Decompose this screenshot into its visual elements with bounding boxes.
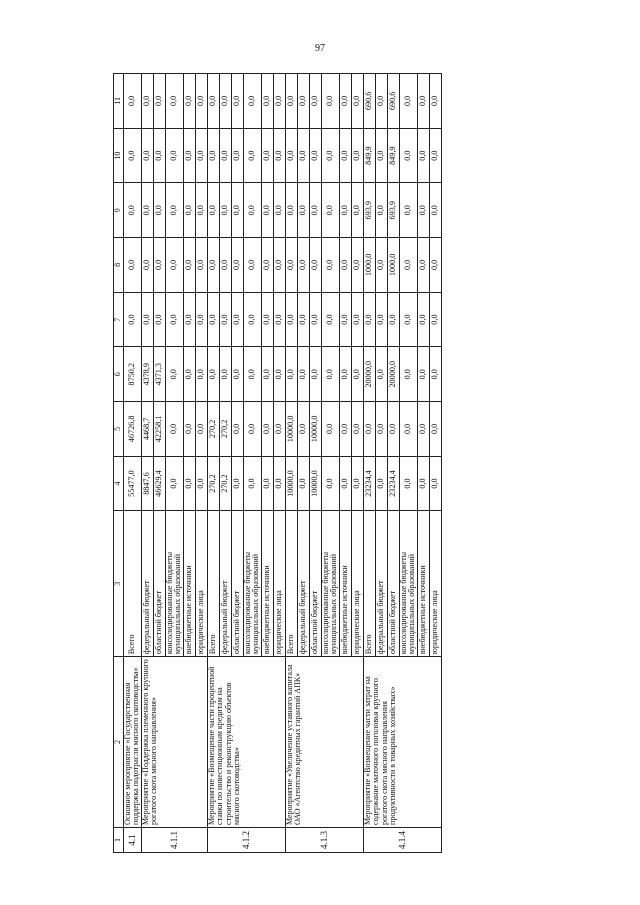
value-cell: 0,0 <box>429 74 441 129</box>
column-header: 2 <box>114 657 124 828</box>
column-header: 11 <box>114 74 124 129</box>
value-cell: 0,0 <box>417 347 429 402</box>
item-name: Мероприятие «Возмещение части затрат на содержание маточного поголовья крупного рогатого скота мясного направления продуктивности в товарных хозяйствах» <box>363 657 441 828</box>
funding-source: внебюджетные источники <box>417 511 429 657</box>
value-cell: 0,0 <box>339 456 351 511</box>
value-cell: 0,0 <box>261 456 273 511</box>
item-name: Основное мероприятие «Государственная поддержка подотрасли мясного скотоводства» <box>124 657 142 828</box>
value-cell: 0,0 <box>351 183 363 238</box>
funding-source: консолидированные бюджеты муниципальных образований <box>321 511 339 657</box>
value-cell: 690,6 <box>363 74 375 129</box>
value-cell: 0,0 <box>207 128 219 183</box>
item-code: 4.1.4 <box>363 827 441 852</box>
value-cell: 0,0 <box>417 292 429 347</box>
value-cell: 0,0 <box>417 456 429 511</box>
table-container <box>113 73 603 853</box>
value-cell: 0,0 <box>231 402 243 457</box>
funding-source: юридические лица <box>351 511 363 657</box>
item-code: 4.1.1 <box>141 827 207 852</box>
value-cell: 0,0 <box>399 456 417 511</box>
value-cell: 8750,2 <box>124 347 142 402</box>
value-cell: 0,0 <box>351 456 363 511</box>
value-cell: 0,0 <box>243 292 261 347</box>
value-cell: 0,0 <box>195 402 207 457</box>
value-cell: 0,0 <box>375 183 387 238</box>
value-cell: 0,0 <box>399 183 417 238</box>
column-header: 1 <box>114 827 124 852</box>
value-cell: 20000,0 <box>363 347 375 402</box>
value-cell: 0,0 <box>165 456 183 511</box>
value-cell: 0,0 <box>429 292 441 347</box>
value-cell: 0,0 <box>429 456 441 511</box>
budget-table <box>113 73 442 853</box>
value-cell: 0,0 <box>183 74 195 129</box>
value-cell: 0,0 <box>429 347 441 402</box>
value-cell: 0,0 <box>285 238 297 293</box>
value-cell: 0,0 <box>309 183 321 238</box>
value-cell: 0,0 <box>243 402 261 457</box>
value-cell: 270,2 <box>207 402 219 457</box>
value-cell: 0,0 <box>339 238 351 293</box>
value-cell: 0,0 <box>124 183 142 238</box>
value-cell: 0,0 <box>141 183 153 238</box>
value-cell: 0,0 <box>339 347 351 402</box>
value-cell: 0,0 <box>417 183 429 238</box>
value-cell: 0,0 <box>285 183 297 238</box>
value-cell: 0,0 <box>231 183 243 238</box>
value-cell: 0,0 <box>309 347 321 402</box>
value-cell: 0,0 <box>351 238 363 293</box>
value-cell: 0,0 <box>183 456 195 511</box>
column-header: 8 <box>114 238 124 293</box>
funding-source: областной бюджет <box>231 511 243 657</box>
value-cell: 10000,0 <box>285 456 297 511</box>
value-cell: 0,0 <box>399 402 417 457</box>
value-cell: 0,0 <box>153 128 165 183</box>
value-cell: 0,0 <box>165 183 183 238</box>
value-cell: 46629,4 <box>153 456 165 511</box>
funding-source: консолидированные бюджеты муниципальных образований <box>165 511 183 657</box>
value-cell: 0,0 <box>243 347 261 402</box>
value-cell: 8847,6 <box>141 456 153 511</box>
value-cell: 0,0 <box>309 238 321 293</box>
value-cell: 10000,0 <box>285 402 297 457</box>
column-header: 5 <box>114 402 124 457</box>
value-cell: 0,0 <box>399 292 417 347</box>
value-cell: 4378,9 <box>141 347 153 402</box>
value-cell: 0,0 <box>195 74 207 129</box>
value-cell: 0,0 <box>219 183 231 238</box>
value-cell: 0,0 <box>273 347 285 402</box>
value-cell: 20000,0 <box>387 347 399 402</box>
value-cell: 0,0 <box>243 74 261 129</box>
item-code: 4.1.2 <box>207 827 285 852</box>
value-cell: 0,0 <box>261 238 273 293</box>
value-cell: 0,0 <box>429 183 441 238</box>
value-cell: 0,0 <box>124 128 142 183</box>
value-cell: 0,0 <box>321 74 339 129</box>
value-cell: 0,0 <box>351 402 363 457</box>
value-cell: 0,0 <box>399 74 417 129</box>
value-cell: 0,0 <box>321 347 339 402</box>
value-cell: 0,0 <box>297 128 309 183</box>
value-cell: 0,0 <box>297 238 309 293</box>
value-cell: 0,0 <box>285 74 297 129</box>
value-cell: 0,0 <box>339 292 351 347</box>
column-header: 9 <box>114 183 124 238</box>
value-cell: 0,0 <box>273 238 285 293</box>
value-cell: 0,0 <box>417 402 429 457</box>
funding-source: Всего <box>363 511 375 657</box>
value-cell: 0,0 <box>243 456 261 511</box>
funding-source: юридические лица <box>273 511 285 657</box>
value-cell: 0,0 <box>153 238 165 293</box>
value-cell: 0,0 <box>231 238 243 293</box>
value-cell: 0,0 <box>363 292 375 347</box>
funding-source: Всего <box>124 511 142 657</box>
value-cell: 0,0 <box>124 74 142 129</box>
value-cell: 0,0 <box>183 238 195 293</box>
value-cell: 1000,0 <box>363 238 375 293</box>
value-cell: 0,0 <box>399 128 417 183</box>
value-cell: 0,0 <box>273 128 285 183</box>
value-cell: 0,0 <box>339 74 351 129</box>
value-cell: 0,0 <box>165 74 183 129</box>
value-cell: 0,0 <box>321 183 339 238</box>
value-cell: 0,0 <box>321 128 339 183</box>
value-cell: 0,0 <box>351 347 363 402</box>
value-cell: 0,0 <box>207 292 219 347</box>
value-cell: 0,0 <box>183 128 195 183</box>
value-cell: 0,0 <box>297 347 309 402</box>
value-cell: 23234,4 <box>387 456 399 511</box>
value-cell: 270,2 <box>207 456 219 511</box>
value-cell: 0,0 <box>153 74 165 129</box>
value-cell: 0,0 <box>261 128 273 183</box>
value-cell: 0,0 <box>261 347 273 402</box>
value-cell: 0,0 <box>375 238 387 293</box>
value-cell: 23234,4 <box>363 456 375 511</box>
value-cell: 0,0 <box>195 183 207 238</box>
funding-source: консолидированные бюджеты муниципальных образований <box>243 511 261 657</box>
value-cell: 690,6 <box>387 74 399 129</box>
value-cell: 0,0 <box>375 456 387 511</box>
column-header: 6 <box>114 347 124 402</box>
funding-source: федеральный бюджет <box>297 511 309 657</box>
value-cell: 10000,0 <box>309 402 321 457</box>
column-header: 7 <box>114 292 124 347</box>
value-cell: 0,0 <box>165 128 183 183</box>
value-cell: 0,0 <box>297 292 309 347</box>
value-cell: 0,0 <box>261 292 273 347</box>
value-cell: 0,0 <box>195 456 207 511</box>
funding-source: юридические лица <box>195 511 207 657</box>
value-cell: 0,0 <box>351 128 363 183</box>
value-cell: 42258,1 <box>153 402 165 457</box>
funding-source: внебюджетные источники <box>339 511 351 657</box>
value-cell: 0,0 <box>195 292 207 347</box>
funding-source: внебюджетные источники <box>261 511 273 657</box>
value-cell: 0,0 <box>219 292 231 347</box>
value-cell: 0,0 <box>124 292 142 347</box>
value-cell: 0,0 <box>429 402 441 457</box>
column-header: 4 <box>114 456 124 511</box>
value-cell: 0,0 <box>207 238 219 293</box>
funding-source: Всего <box>285 511 297 657</box>
value-cell: 0,0 <box>429 238 441 293</box>
funding-source: областной бюджет <box>309 511 321 657</box>
value-cell: 0,0 <box>429 128 441 183</box>
value-cell: 0,0 <box>297 402 309 457</box>
value-cell: 1000,0 <box>387 238 399 293</box>
value-cell: 0,0 <box>183 402 195 457</box>
value-cell: 0,0 <box>375 74 387 129</box>
table-row <box>207 74 219 853</box>
value-cell: 0,0 <box>124 238 142 293</box>
table-row <box>141 74 153 853</box>
funding-source: областной бюджет <box>153 511 165 657</box>
value-cell: 0,0 <box>261 74 273 129</box>
value-cell: 0,0 <box>297 456 309 511</box>
value-cell: 0,0 <box>309 74 321 129</box>
value-cell: 0,0 <box>339 402 351 457</box>
value-cell: 693,9 <box>363 183 375 238</box>
table-row <box>285 74 297 853</box>
value-cell: 10000,0 <box>309 456 321 511</box>
value-cell: 0,0 <box>207 183 219 238</box>
table-row <box>124 74 142 853</box>
table-row <box>363 74 375 853</box>
funding-source: Всего <box>207 511 219 657</box>
value-cell: 0,0 <box>219 128 231 183</box>
funding-source: юридические лица <box>429 511 441 657</box>
value-cell: 0,0 <box>297 74 309 129</box>
funding-source: федеральный бюджет <box>141 511 153 657</box>
funding-source: областной бюджет <box>387 511 399 657</box>
value-cell: 0,0 <box>243 183 261 238</box>
item-code: 4.1.3 <box>285 827 363 852</box>
value-cell: 270,2 <box>219 402 231 457</box>
value-cell: 0,0 <box>351 74 363 129</box>
value-cell: 0,0 <box>321 292 339 347</box>
value-cell: 0,0 <box>141 128 153 183</box>
value-cell: 46726,8 <box>124 402 142 457</box>
value-cell: 0,0 <box>417 74 429 129</box>
funding-source: внебюджетные источники <box>183 511 195 657</box>
value-cell: 0,0 <box>231 292 243 347</box>
value-cell: 270,2 <box>219 456 231 511</box>
value-cell: 0,0 <box>339 128 351 183</box>
value-cell: 0,0 <box>375 128 387 183</box>
value-cell: 0,0 <box>219 238 231 293</box>
value-cell: 0,0 <box>387 292 399 347</box>
header-row <box>114 74 124 853</box>
value-cell: 0,0 <box>285 128 297 183</box>
value-cell: 0,0 <box>231 456 243 511</box>
value-cell: 0,0 <box>363 402 375 457</box>
value-cell: 0,0 <box>321 238 339 293</box>
value-cell: 0,0 <box>195 128 207 183</box>
column-header: 3 <box>114 511 124 657</box>
value-cell: 0,0 <box>375 292 387 347</box>
funding-source: консолидированные бюджеты муниципальных образований <box>399 511 417 657</box>
value-cell: 0,0 <box>321 456 339 511</box>
value-cell: 0,0 <box>141 238 153 293</box>
value-cell: 0,0 <box>231 128 243 183</box>
value-cell: 0,0 <box>165 402 183 457</box>
value-cell: 0,0 <box>417 128 429 183</box>
value-cell: 0,0 <box>399 347 417 402</box>
item-code: 4.1 <box>124 827 142 852</box>
value-cell: 0,0 <box>183 292 195 347</box>
value-cell: 0,0 <box>351 292 363 347</box>
funding-source: федеральный бюджет <box>375 511 387 657</box>
column-header: 10 <box>114 128 124 183</box>
value-cell: 0,0 <box>375 402 387 457</box>
value-cell: 0,0 <box>219 74 231 129</box>
value-cell: 0,0 <box>339 183 351 238</box>
value-cell: 0,0 <box>399 238 417 293</box>
value-cell: 4371,3 <box>153 347 165 402</box>
value-cell: 0,0 <box>273 402 285 457</box>
value-cell: 0,0 <box>195 347 207 402</box>
value-cell: 0,0 <box>321 402 339 457</box>
value-cell: 849,9 <box>363 128 375 183</box>
value-cell: 0,0 <box>243 128 261 183</box>
value-cell: 849,9 <box>387 128 399 183</box>
item-name: Мероприятие «Возмещение части процентной ставки по инвестиционным кредитам на строительство и реконструкцию объектов мясного скотоводства» <box>207 657 285 828</box>
value-cell: 4468,7 <box>141 402 153 457</box>
value-cell: 0,0 <box>417 238 429 293</box>
value-cell: 0,0 <box>309 128 321 183</box>
value-cell: 0,0 <box>165 292 183 347</box>
value-cell: 0,0 <box>261 183 273 238</box>
value-cell: 0,0 <box>195 238 207 293</box>
value-cell: 0,0 <box>183 183 195 238</box>
value-cell: 0,0 <box>309 292 321 347</box>
value-cell: 0,0 <box>153 183 165 238</box>
value-cell: 0,0 <box>261 402 273 457</box>
value-cell: 0,0 <box>165 238 183 293</box>
value-cell: 0,0 <box>273 456 285 511</box>
value-cell: 693,9 <box>387 183 399 238</box>
value-cell: 0,0 <box>207 347 219 402</box>
value-cell: 0,0 <box>153 292 165 347</box>
value-cell: 0,0 <box>375 347 387 402</box>
value-cell: 0,0 <box>297 183 309 238</box>
value-cell: 0,0 <box>285 347 297 402</box>
item-name: Мероприятие «Увеличение уставного капитала ОАО «Агентство кредитных гарантий АПК» <box>285 657 363 828</box>
value-cell: 0,0 <box>285 292 297 347</box>
value-cell: 0,0 <box>387 402 399 457</box>
value-cell: 0,0 <box>141 74 153 129</box>
value-cell: 55477,0 <box>124 456 142 511</box>
value-cell: 0,0 <box>165 347 183 402</box>
value-cell: 0,0 <box>219 347 231 402</box>
value-cell: 0,0 <box>243 238 261 293</box>
value-cell: 0,0 <box>141 292 153 347</box>
value-cell: 0,0 <box>273 183 285 238</box>
value-cell: 0,0 <box>183 347 195 402</box>
page-number: 97 <box>315 43 325 54</box>
value-cell: 0,0 <box>273 74 285 129</box>
value-cell: 0,0 <box>231 347 243 402</box>
funding-source: федеральный бюджет <box>219 511 231 657</box>
value-cell: 0,0 <box>273 292 285 347</box>
value-cell: 0,0 <box>231 74 243 129</box>
value-cell: 0,0 <box>207 74 219 129</box>
item-name: Мероприятие «Поддержка племенного крупного рогатого скота мясного направления» <box>141 657 207 828</box>
